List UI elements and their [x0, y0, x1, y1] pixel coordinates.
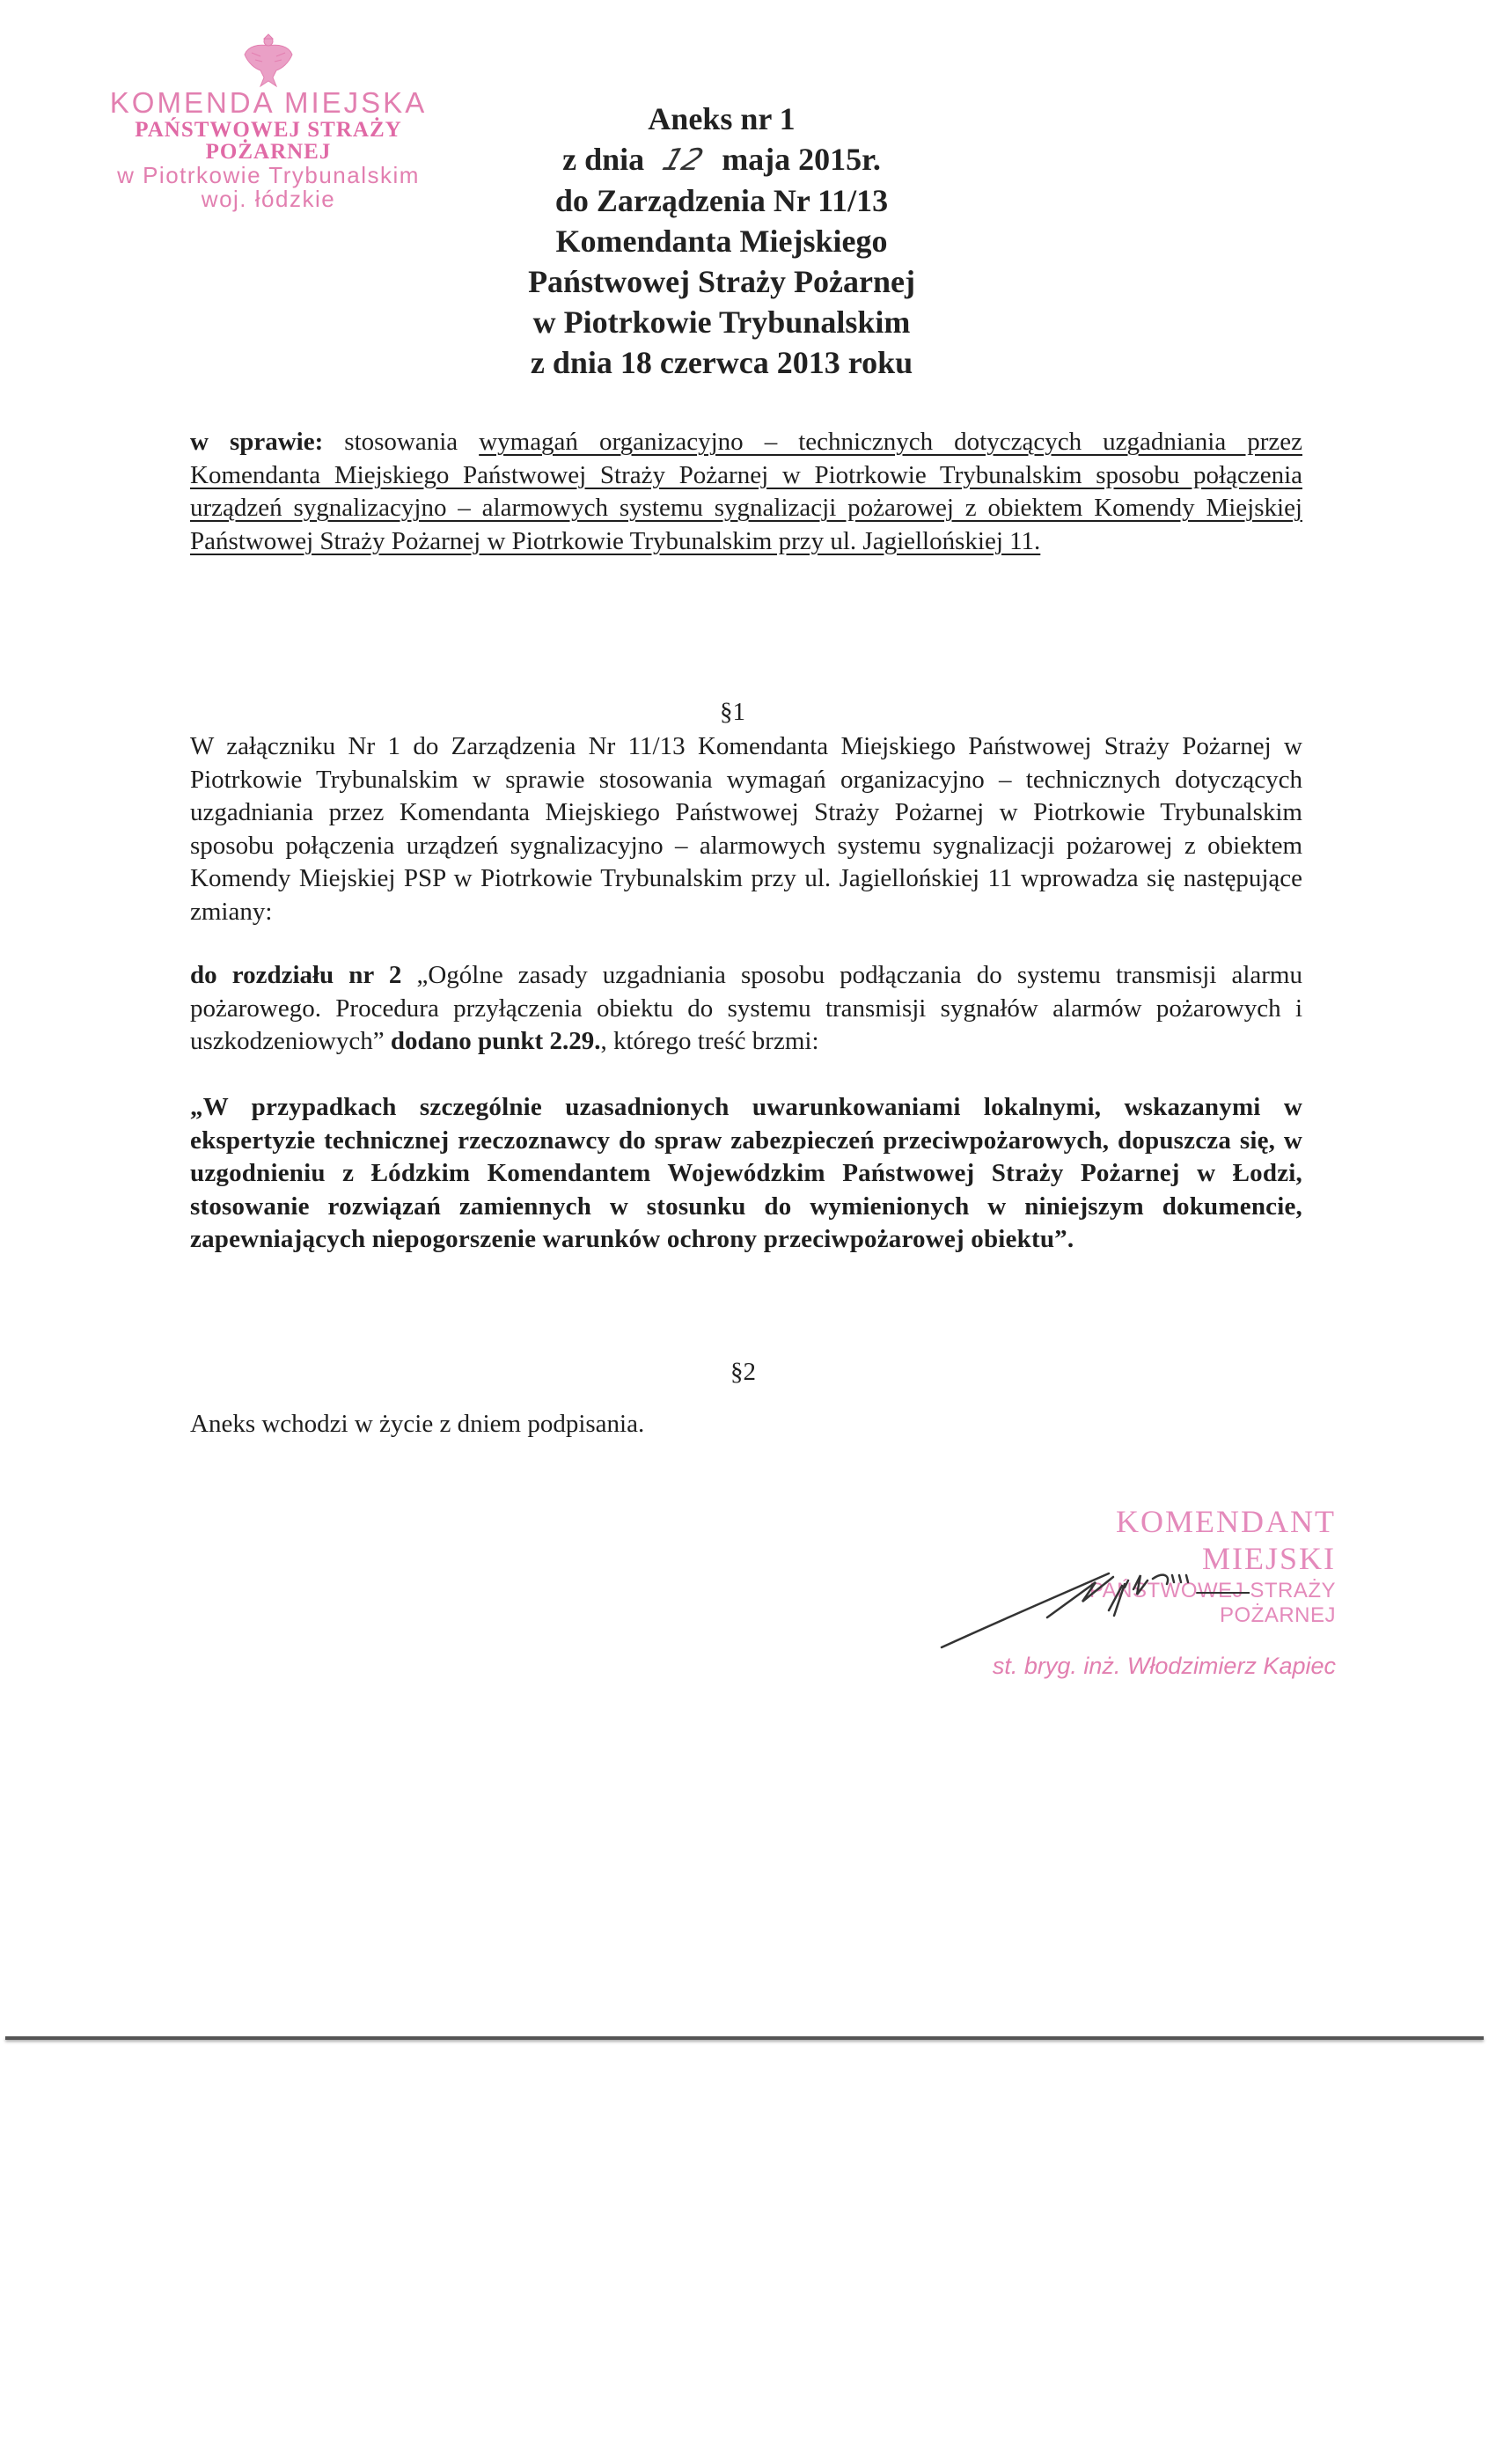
section-2-paragraph: Aneks wchodzi w życie z dniem podpisania.: [190, 1410, 645, 1438]
title-line-3: do Zarządzenia Nr 11/13: [554, 183, 889, 218]
handwritten-signature-icon: [933, 1549, 1250, 1654]
change-tail: , którego treść brzmi:: [600, 1027, 819, 1055]
title-date-line: [493, 139, 950, 180]
change-chapter-title: „Ogólne zasady uzgadniania sposobu podłączania do systemu transmisji alarmu pożarowego. Procedura przyłączenia obiektu do systemu transmisji sygnałów alarmów pożarowych i uszkodzeniowych”: [190, 961, 1302, 1055]
section-2-heading: §2: [730, 1358, 756, 1386]
signature-stamp-line-2: PAŃSTWOWEJ STRAŻY POŻARNEJ: [1089, 1579, 1336, 1627]
title-line-4: Komendanta Miejskiego: [555, 224, 888, 259]
title-line-1: Aneks nr 1: [648, 101, 796, 136]
added-point-quote: „W przypadkach szczególnie uzasadnionych uwarunkowaniami lokalnymi, wskazanymi w ekspertyzie technicznej rzeczoznawcy do spraw zabezpieczeń przeciwpożarowych, dopuszcza się, w uzgodnieniu z Łódzkim Komendantem Wojewódzkim Państwowej Straży Pożarnej w Łodzi, stosowanie rozwiązań zamiennych w stosunku do wymienionych w niniejszym dokumencie, zapewniających niepogorszenie warunków ochrony przeciwpożarowej obiektu”.: [190, 1093, 1302, 1253]
stamp-line-2: PAŃSTWOWEJ STRAŻY POŻARNEJ: [135, 118, 402, 164]
section-1-heading: §1: [720, 698, 745, 726]
stamp-line-4: woj. łódzkie: [201, 186, 336, 212]
subject-underlined: wymagań organizacyjno – technicznych dotyczących uzgadniania przez Komendanta Miejskiego Państwowej Straży Pożarnej w Piotrkowie Trybunalskim sposobu połączenia urządzeń sygnalizacyjno – alarmowych systemu sygnalizacji pożarowej z obiektem Komendy Miejskiej Państwowej Straży Pożarnej w Piotrkowie Trybunalskim przy ul. Jagiellońskiej 11.: [190, 428, 1302, 555]
handwritten-day: 12: [658, 143, 708, 178]
change-point: dodano punkt 2.29.: [390, 1027, 601, 1055]
section-1-paragraph: W załączniku Nr 1 do Zarządzenia Nr 11/13 Komendanta Miejskiego Państwowej Straży Pożarnej w Piotrkowie Trybunalskim w sprawie stosowania wymagań organizacyjno – technicznych dotyczących uzgadniania przez Komendanta Miejskiego Państwowej Straży Pożarnej w Piotrkowie Trybunalskim sposobu połączenia urządzeń sygnalizacyjno – alarmowych systemu sygnalizacji pożarowej z obiektem Komendy Miejskiej PSP w Piotrkowie Trybunalskim przy ul. Jagiellońskiej 11 wprowadza się następujące zmiany:: [190, 732, 1302, 926]
title-line-7: z dnia 18 czerwca 2013 roku: [530, 345, 913, 380]
scan-page-edge: [5, 2036, 1484, 2040]
subject-label: w sprawie:: [190, 428, 324, 456]
subject-plain: stosowania: [323, 428, 480, 456]
change-chapter: do rozdziału nr 2: [190, 961, 402, 989]
title-line-6: w Piotrkowie Trybunalskim: [532, 304, 911, 340]
stamp-line-3: w Piotrkowie Trybunalskim: [117, 162, 420, 188]
polish-eagle-icon: [239, 33, 297, 90]
subject-paragraph: [190, 426, 1302, 558]
office-stamp: [88, 33, 449, 210]
title-line-5: Państwowej Straży Pożarnej: [528, 264, 915, 299]
date-suffix: maja 2015r.: [722, 142, 881, 177]
signatory-name: st. bryg. inż. Włodzimierz Kapiec: [992, 1653, 1336, 1679]
signature-stamp-line-1: KOMENDANT MIEJSKI: [1116, 1504, 1336, 1576]
section-1-change: [190, 959, 1302, 1059]
stamp-line-1: KOMENDA MIEJSKA: [109, 86, 428, 119]
date-prefix: z dnia: [562, 142, 645, 177]
document-title: [493, 99, 950, 383]
